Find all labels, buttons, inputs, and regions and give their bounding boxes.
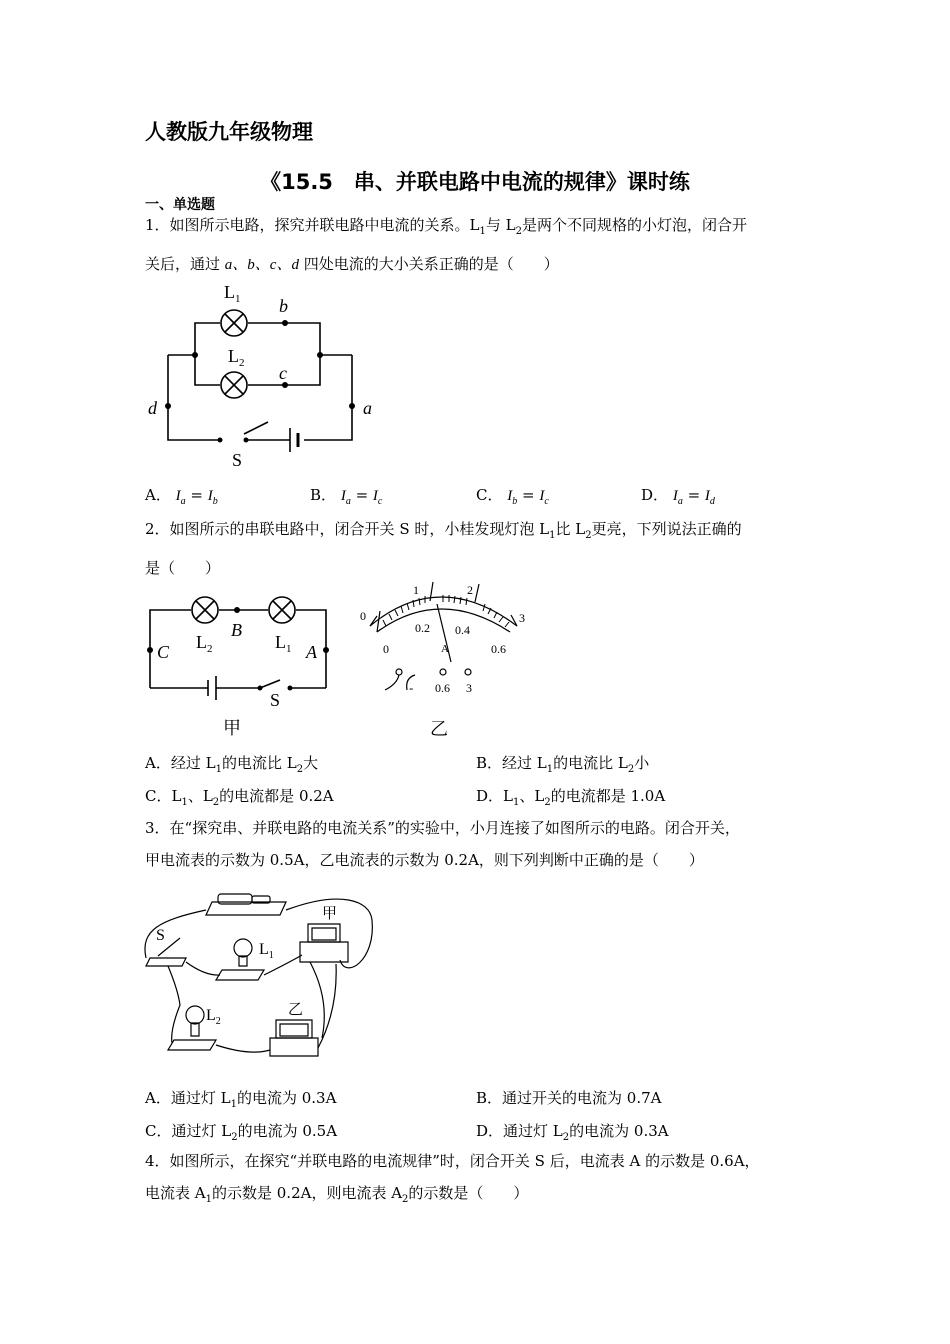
figure-caption-yi: 乙 — [430, 719, 448, 739]
label-L2: $L_2$ — [228, 346, 245, 369]
terminal-minus: - — [409, 680, 414, 695]
q2-series-circuit-diagram — [140, 588, 340, 743]
label-a: a — [363, 398, 372, 418]
top-scale-1: 1 — [413, 583, 419, 597]
label-A: A — [306, 642, 317, 662]
document-title: 《15.5 串、并联电路中电流的规律》课时练 — [260, 170, 690, 194]
q3-option-c[interactable]: C．通过灯 $L_2$的电流为 0.5A — [145, 1122, 338, 1143]
q2-option-d[interactable]: D．$L_1$、$L_2$的电流都是 1.0A — [476, 787, 666, 808]
label-C: C — [157, 642, 170, 662]
label-L2: $L_2$ — [196, 632, 213, 655]
bottom-scale-0.2: 0.2 — [415, 621, 430, 635]
question-1-stem: 1．如图所示电路，探究并联电路中电流的关系。$L_1$与 $L_2$是两个不同规格的小灯泡，闭合开 关后，通过 a、b、c、d 四处电流的大小关系正确的是（ ） — [145, 216, 748, 273]
top-scale-0: 0 — [360, 609, 366, 623]
meter-label-yi: 乙 — [288, 1002, 304, 1018]
question-3-stem: 3．在“探究串、并联电路的电流关系”的实验中，小月连接了如图所示的电路。闭合开关， 甲电流表的示数为 0.5A，乙电流表的示数为 0.2A，则下列判断中正确的是（ ） — [145, 819, 740, 869]
q2-option-c[interactable]: C．$L_1$、$L_2$的电流都是 0.2A — [145, 787, 334, 808]
q2-ammeter-dial — [355, 580, 535, 745]
label-c: c — [279, 363, 287, 383]
meter-label-jia: 甲 — [322, 906, 338, 922]
document-header: 人教版九年级物理 — [145, 120, 313, 144]
q3-option-d[interactable]: D．通过灯 $L_2$的电流为 0.3A — [476, 1122, 669, 1143]
terminal-3: 3 — [466, 681, 472, 695]
top-scale-2: 2 — [467, 583, 473, 597]
q3-option-b[interactable]: B．通过开关的电流为 0.7A — [476, 1089, 662, 1107]
top-scale-3: 3 — [519, 611, 525, 625]
q2-option-b[interactable]: B．经过 $L_1$的电流比 $L_2$小 — [476, 754, 650, 775]
section-heading: 一、单选题 — [145, 197, 215, 213]
label-S: S — [270, 690, 281, 710]
label-L1: $L_1$ — [259, 941, 274, 961]
dial-ticks — [383, 595, 509, 627]
label-B: B — [231, 620, 242, 640]
question-2-stem: 2．如图所示的串联电路中，闭合开关 S 时，小桂发现灯泡 $L_1$比 $L_2$更亮，下列说法正确的 是（ ） — [145, 520, 742, 577]
q1-option-b[interactable]: B． $I_a = I_c$ — [310, 486, 383, 507]
label-S: S — [156, 927, 165, 944]
label-L1: $L_1$ — [224, 282, 241, 305]
q1-option-d[interactable]: D． $I_a = I_d$ — [641, 486, 715, 507]
bottom-scale-0.6: 0.6 — [491, 642, 506, 656]
label-d: d — [148, 398, 157, 418]
label-b: b — [279, 296, 288, 316]
q1-parallel-circuit-diagram — [140, 278, 380, 473]
bottom-scale-0.4: 0.4 — [455, 623, 470, 637]
bottom-scale-0: 0 — [383, 642, 389, 656]
label-S: S — [232, 450, 243, 470]
label-L2: $L_2$ — [206, 1007, 221, 1027]
unit-label: A — [441, 643, 449, 655]
q1-option-a[interactable]: A． $I_a = I_b$ — [145, 486, 218, 507]
q3-physical-circuit-illustration — [140, 880, 385, 1080]
q2-option-a[interactable]: A．经过 $L_1$的电流比 $L_2$大 — [145, 754, 319, 775]
label-L1: $L_1$ — [275, 632, 292, 655]
q1-option-c[interactable]: C． $I_b = I_c$ — [476, 486, 549, 507]
terminal-0.6: 0.6 — [435, 681, 450, 695]
q3-option-a[interactable]: A．通过灯 $L_1$的电流为 0.3A — [145, 1089, 337, 1110]
figure-caption-jia: 甲 — [223, 718, 241, 738]
question-4-stem: 4．如图所示，在探究“并联电路的电流规律”时，闭合开关 S 后，电流表 A 的示数是 0.6A， 电流表 $A_1$的示数是 0.2A，则电流表 $A_2$的示数是（ ） — [145, 1152, 760, 1205]
